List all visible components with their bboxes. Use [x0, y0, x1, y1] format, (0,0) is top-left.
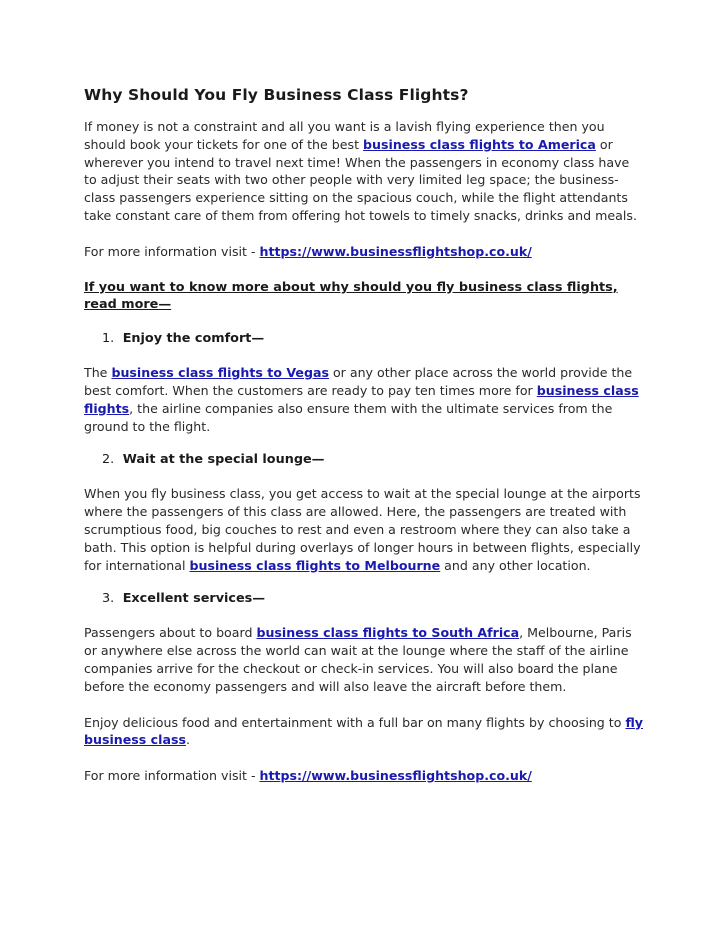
- services-paragraph: [84, 624, 644, 695]
- page-title: Why Should You Fly Business Class Flights?: [84, 86, 469, 104]
- comfort-paragraph: [84, 364, 644, 435]
- comfort-text-3: , the airline companies also ensure them with the ultimate services from the ground to the flight.: [84, 400, 613, 434]
- website-link-2[interactable]: https://www.businessflightshop.co.uk/: [259, 768, 532, 784]
- list-item-2-heading: [102, 451, 644, 469]
- subheading: If you want to know more about why should you fly business class flights, read more—: [84, 279, 618, 313]
- comfort-text-2: or any other place across the world provide the best comfort. When the customers are ready to pay ten times more for: [84, 365, 633, 398]
- lounge-text-1: When you fly business class, you get access to wait at the special lounge at the airports where the passengers of this class are allowed. Here, the passengers are treated with scrumptious food, big couches to rest and even a restroom where they can also take a bath. This option is helpful during overlays of longer hours in between flights, especially for international: [84, 486, 641, 573]
- link-business-class-melbourne[interactable]: business class flights to Melbourne: [189, 557, 441, 573]
- link-business-class-vegas[interactable]: business class flights to Vegas: [111, 365, 329, 381]
- lounge-text-2: and any other location.: [440, 557, 591, 573]
- more-info-line-1: [84, 243, 644, 261]
- services-text-1: Passengers about to board: [84, 625, 257, 641]
- lounge-paragraph: [84, 485, 644, 574]
- more-info-label-1: For more information visit -: [84, 243, 260, 259]
- list-item-3-heading: [102, 590, 644, 608]
- list-item-1-title: Enjoy the comfort—: [122, 331, 265, 347]
- more-info-label-2: For more information visit -: [84, 768, 260, 784]
- closing-text-2: .: [185, 732, 190, 748]
- list-number-2: 2.: [102, 452, 115, 468]
- closing-paragraph: [84, 714, 644, 750]
- services-text-2: , Melbourne, Paris or anywhere else across the world can wait at the lounge where the staff of the airline companies arrive for the checkout or check-in services. You will also board the plane before the economy passengers and will also leave the aircraft before them.: [84, 625, 632, 694]
- link-business-class-america[interactable]: business class flights to America: [363, 136, 596, 152]
- document-body: [84, 86, 644, 785]
- closing-text-1: Enjoy delicious food and entertainment with a full bar on many flights by choosing to: [84, 714, 626, 730]
- list-item-2-title: Wait at the special lounge—: [122, 452, 325, 468]
- link-business-class-flights[interactable]: business class flights: [84, 382, 639, 416]
- list-item-3-title: Excellent services—: [122, 591, 266, 607]
- link-business-class-south-africa[interactable]: business class flights to South Africa: [256, 625, 520, 641]
- list-number-1: 1.: [102, 331, 115, 347]
- link-fly-business-class[interactable]: fly business class: [84, 714, 643, 748]
- intro-text-1: If money is not a constraint and all you want is a lavish flying experience then you should book your tickets for one of the best: [84, 119, 605, 152]
- list-number-3: 3.: [102, 591, 115, 607]
- website-link-1[interactable]: https://www.businessflightshop.co.uk/: [259, 243, 532, 259]
- comfort-text-1: The: [84, 365, 112, 381]
- intro-text-2: or wherever you intend to travel next time! When the passengers in economy class have to adjust their seats with two other people with very limited leg space; the business-class passengers experience sitting on the spacious couch, while the flight attendants take constant care of them from offering hot towels to timely snacks, drinks and meals.: [84, 136, 637, 223]
- intro-paragraph: [84, 118, 644, 225]
- more-info-line-2: [84, 767, 644, 785]
- list-item-1-heading: [102, 330, 644, 348]
